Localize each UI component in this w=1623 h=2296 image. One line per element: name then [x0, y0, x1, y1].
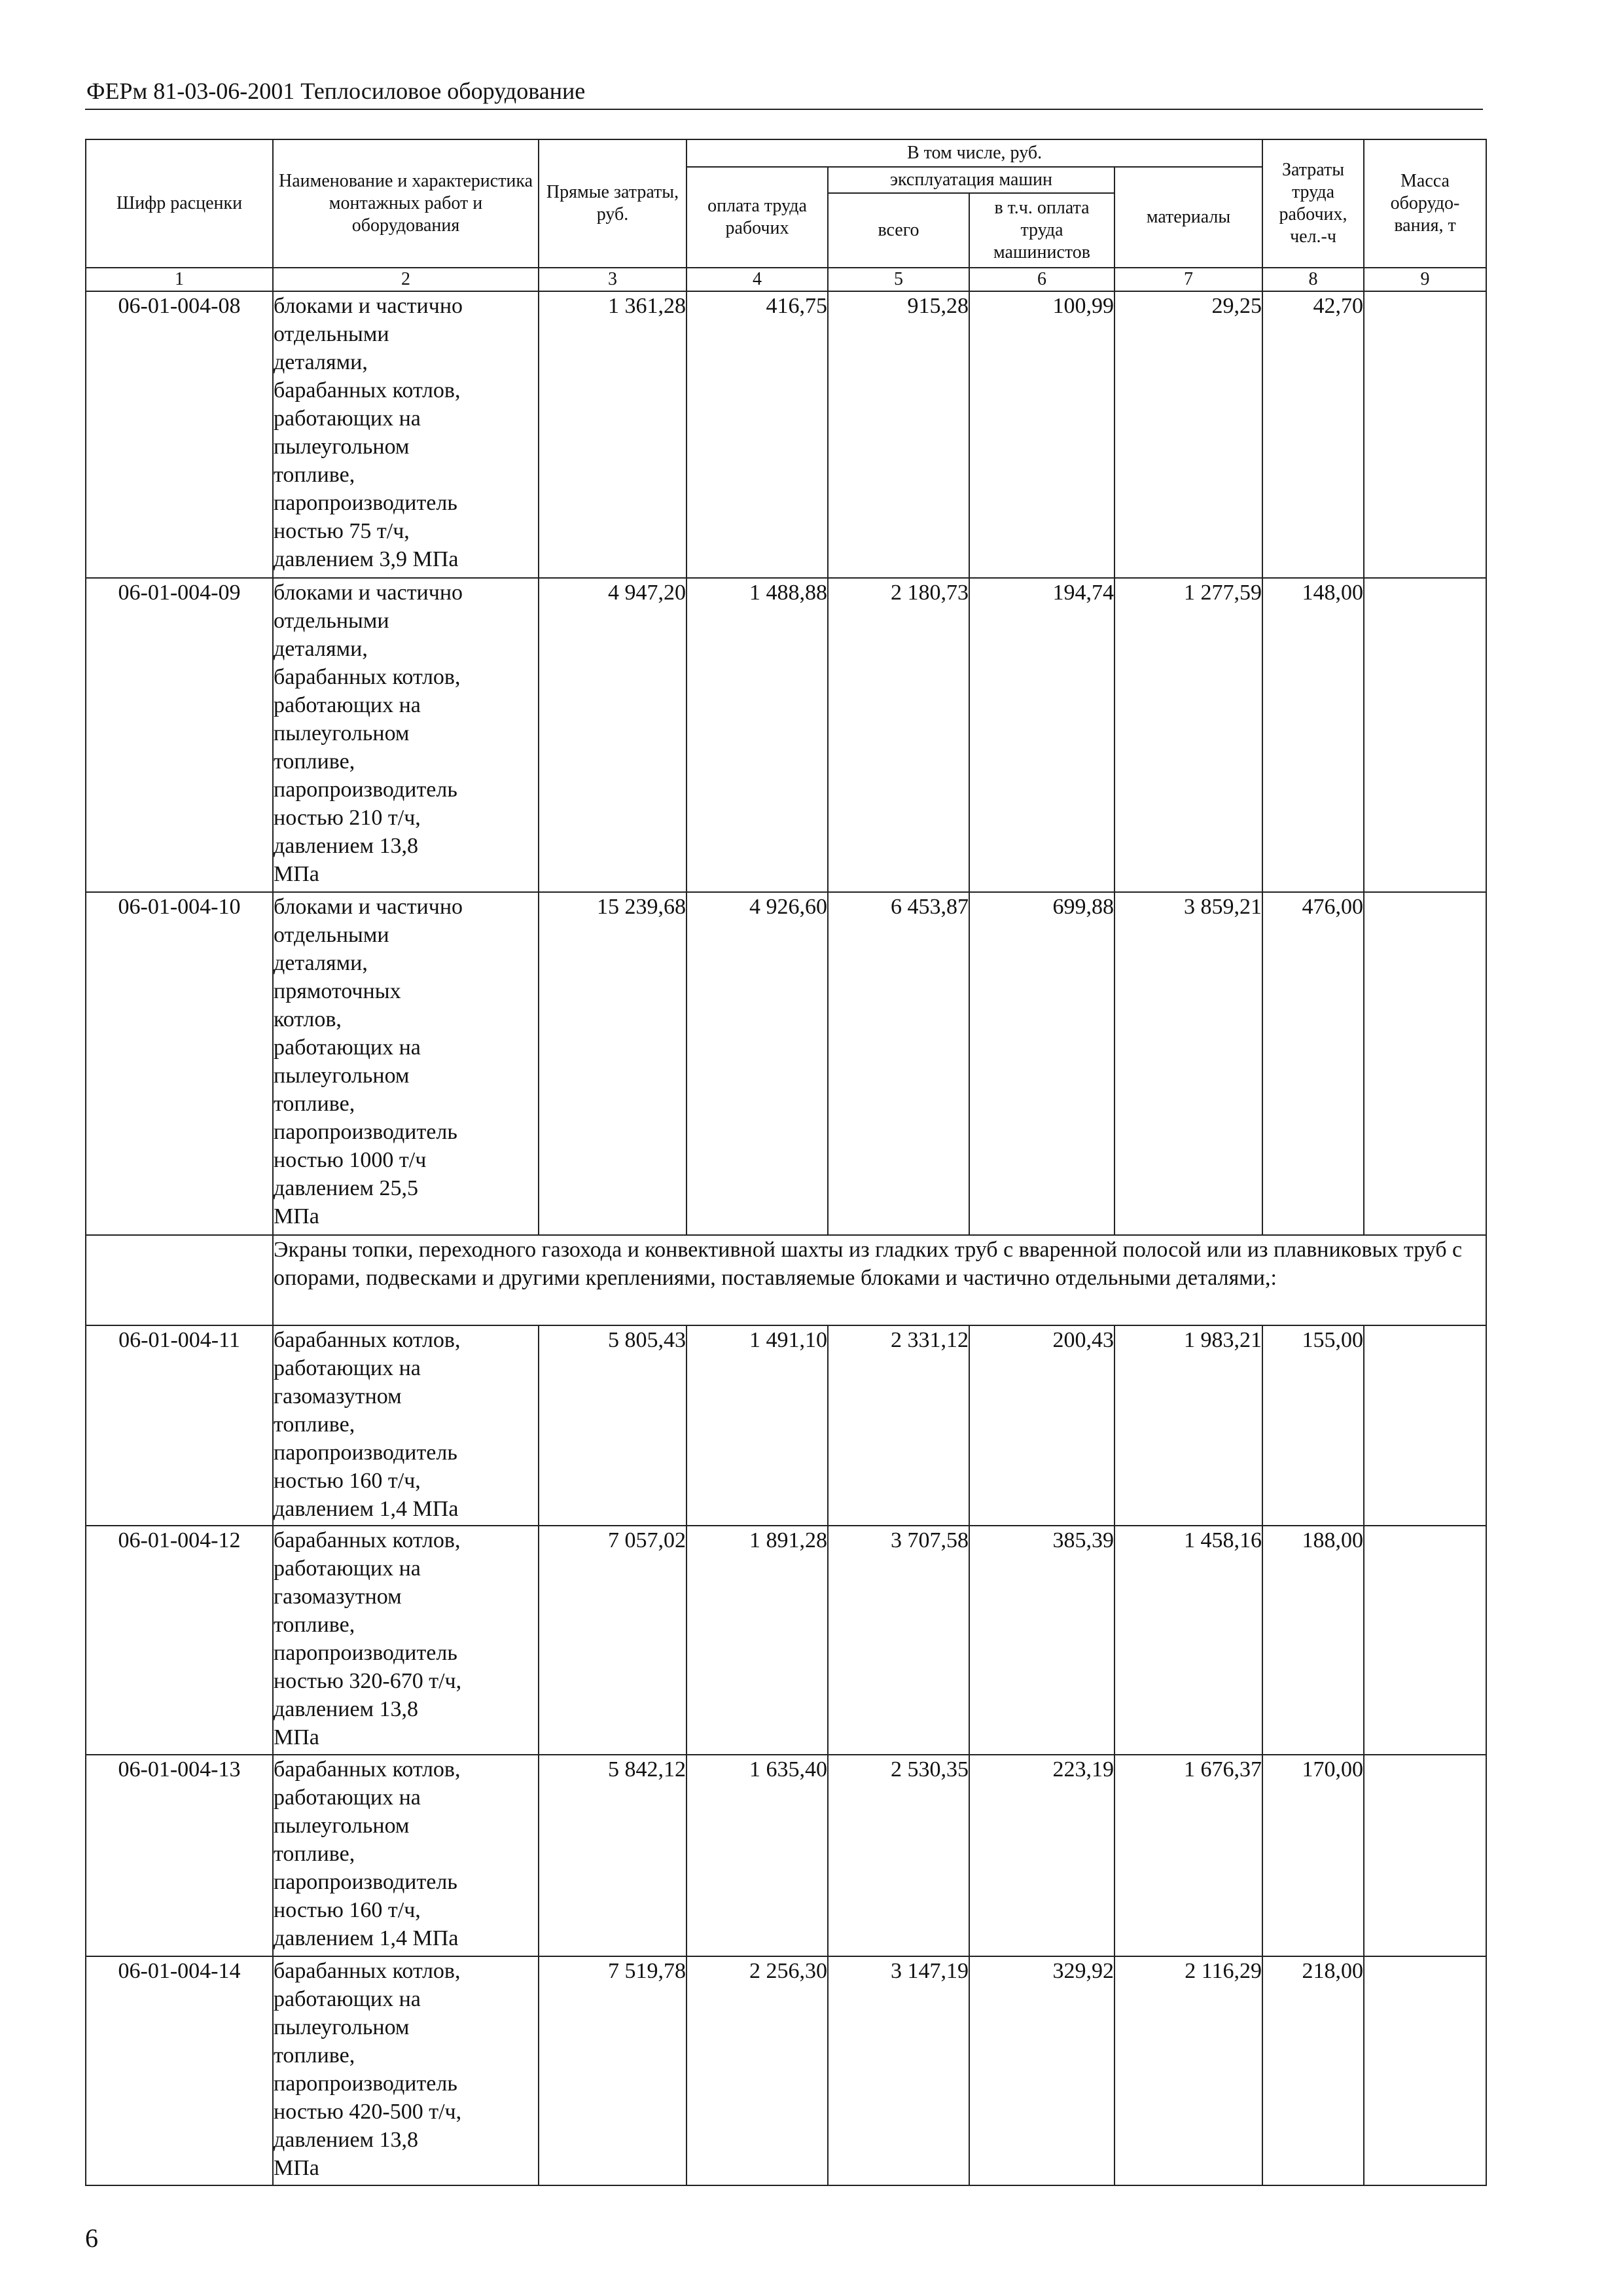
- equipment-mass-value: [1364, 1956, 1486, 2185]
- description-line: паропроизводитель: [274, 491, 457, 515]
- description-line: прямоточных: [274, 979, 401, 1003]
- description-line: работающих на: [274, 1556, 421, 1581]
- work-description: [273, 892, 539, 1235]
- description-line: паропроизводитель: [274, 778, 457, 802]
- header-name: Наименование и характеристика монтажных работ и оборудования: [273, 139, 539, 268]
- materials-value: 2 116,29: [1115, 1956, 1262, 2185]
- rate-code: 06-01-004-09: [86, 578, 273, 892]
- column-number: 5: [828, 268, 969, 291]
- materials-value: 29,25: [1115, 291, 1262, 578]
- description-line: паропроизводитель: [274, 1870, 457, 1894]
- description-line: давлением 13,8: [274, 834, 419, 858]
- description-line: ностью 420-500 т/ч,: [274, 2100, 462, 2124]
- header-operator-pay: в т.ч. оплата труда машинистов: [969, 193, 1115, 268]
- description-line: МПа: [274, 1204, 319, 1229]
- description-line: газомазутном: [274, 1585, 402, 1609]
- column-numbers-row: [86, 268, 1486, 291]
- description-line: топливе,: [274, 2043, 355, 2068]
- description-line: давлением 3,9 МПа: [274, 547, 459, 571]
- machine-total-value: 2 530,35: [828, 1755, 969, 1956]
- machine-total-value: 3 147,19: [828, 1956, 969, 2185]
- group-heading: Экраны топки, переходного газохода и конвективной шахты из гладких труб с вваренной полосой или из плавниковых труб с опорами, подвесками и другими креплениями, поставляемые блоками и частично отдельными деталями,:: [273, 1235, 1486, 1325]
- description-line: отдельными: [274, 322, 389, 346]
- table-row: [86, 578, 1486, 892]
- worker-pay-value: 4 926,60: [687, 892, 828, 1235]
- description-line: давлением 1,4 МПа: [274, 1497, 459, 1521]
- description-line: газомазутном: [274, 1384, 402, 1408]
- column-number: 2: [273, 268, 539, 291]
- direct-costs-value: 7 519,78: [539, 1956, 687, 2185]
- worker-pay-value: 1 635,40: [687, 1755, 828, 1956]
- description-line: котлов,: [274, 1007, 342, 1031]
- labor-hours-value: 476,00: [1262, 892, 1364, 1235]
- header-equipment-mass: Масса оборудо-вания, т: [1364, 139, 1486, 268]
- materials-value: 1 277,59: [1115, 578, 1262, 892]
- materials-value: 1 983,21: [1115, 1325, 1262, 1526]
- equipment-mass-value: [1364, 578, 1486, 892]
- description-line: работающих на: [274, 406, 421, 431]
- table-row: [86, 1526, 1486, 1755]
- description-line: МПа: [274, 862, 319, 886]
- machine-total-value: 6 453,87: [828, 892, 969, 1235]
- description-line: деталями,: [274, 951, 368, 975]
- labor-hours-value: 218,00: [1262, 1956, 1364, 2185]
- description-line: блоками и частично: [274, 581, 463, 605]
- header-direct-costs: Прямые затраты, руб.: [539, 139, 687, 268]
- description-line: ностью 1000 т/ч: [274, 1148, 427, 1172]
- table-row: [86, 1956, 1486, 2185]
- rate-code: 06-01-004-11: [86, 1325, 273, 1526]
- operator-pay-value: 223,19: [969, 1755, 1115, 1956]
- equipment-mass-value: [1364, 1325, 1486, 1526]
- description-line: барабанных котлов,: [274, 665, 461, 689]
- machine-total-value: 915,28: [828, 291, 969, 578]
- description-line: блоками и частично: [274, 895, 463, 919]
- description-line: топливе,: [274, 1092, 355, 1116]
- description-line: паропроизводитель: [274, 1641, 457, 1665]
- direct-costs-value: 15 239,68: [539, 892, 687, 1235]
- machine-total-value: 2 180,73: [828, 578, 969, 892]
- direct-costs-value: 4 947,20: [539, 578, 687, 892]
- description-line: работающих на: [274, 693, 421, 717]
- column-number: 1: [86, 268, 273, 291]
- description-line: давлением 13,8: [274, 1697, 419, 1721]
- description-line: топливе,: [274, 1613, 355, 1637]
- description-line: работающих на: [274, 1356, 421, 1380]
- description-line: барабанных котлов,: [274, 1959, 461, 1983]
- worker-pay-value: 1 891,28: [687, 1526, 828, 1755]
- operator-pay-value: 200,43: [969, 1325, 1115, 1526]
- direct-costs-value: 5 842,12: [539, 1755, 687, 1956]
- description-line: топливе,: [274, 749, 355, 774]
- machine-total-value: 2 331,12: [828, 1325, 969, 1526]
- materials-value: 3 859,21: [1115, 892, 1262, 1235]
- labor-hours-value: 148,00: [1262, 578, 1364, 892]
- operator-pay-value: 385,39: [969, 1526, 1115, 1755]
- direct-costs-value: 5 805,43: [539, 1325, 687, 1526]
- header-worker-pay: оплата труда рабочих: [687, 167, 828, 268]
- description-line: паропроизводитель: [274, 1441, 457, 1465]
- description-line: ностью 160 т/ч,: [274, 1898, 421, 1922]
- work-description: [273, 1755, 539, 1956]
- operator-pay-value: 100,99: [969, 291, 1115, 578]
- rate-code: 06-01-004-12: [86, 1526, 273, 1755]
- header-machine-operation: эксплуатация машин: [828, 167, 1115, 193]
- table-row: [86, 892, 1486, 1235]
- labor-hours-value: 155,00: [1262, 1325, 1364, 1526]
- description-line: барабанных котлов,: [274, 378, 461, 403]
- worker-pay-value: 416,75: [687, 291, 828, 578]
- description-line: паропроизводитель: [274, 2072, 457, 2096]
- equipment-mass-value: [1364, 892, 1486, 1235]
- work-description: [273, 578, 539, 892]
- column-number: 9: [1364, 268, 1486, 291]
- description-line: давлением 13,8: [274, 2128, 419, 2152]
- description-line: работающих на: [274, 1035, 421, 1060]
- description-line: топливе,: [274, 1842, 355, 1866]
- equipment-mass-value: [1364, 1755, 1486, 1956]
- description-line: МПа: [274, 2156, 319, 2180]
- worker-pay-value: 2 256,30: [687, 1956, 828, 2185]
- header-materials: материалы: [1115, 167, 1262, 268]
- description-line: пылеугольном: [274, 2015, 410, 2039]
- rate-code: 06-01-004-13: [86, 1755, 273, 1956]
- description-line: МПа: [274, 1725, 319, 1749]
- labor-hours-value: 42,70: [1262, 291, 1364, 578]
- rate-code: 06-01-004-08: [86, 291, 273, 578]
- materials-value: 1 676,37: [1115, 1755, 1262, 1956]
- header-code: Шифр расценки: [86, 139, 273, 268]
- direct-costs-value: 1 361,28: [539, 291, 687, 578]
- worker-pay-value: 1 488,88: [687, 578, 828, 892]
- description-line: работающих на: [274, 1987, 421, 2011]
- table-row: [86, 291, 1486, 578]
- column-number: 6: [969, 268, 1115, 291]
- description-line: паропроизводитель: [274, 1120, 457, 1144]
- rate-code: 06-01-004-14: [86, 1956, 273, 2185]
- description-line: давлением 25,5: [274, 1176, 419, 1200]
- equipment-mass-value: [1364, 291, 1486, 578]
- description-line: пылеугольном: [274, 1814, 410, 1838]
- column-number: 4: [687, 268, 828, 291]
- description-line: топливе,: [274, 463, 355, 487]
- description-line: ностью 160 т/ч,: [274, 1469, 421, 1493]
- description-line: пылеугольном: [274, 721, 410, 745]
- column-number: 8: [1262, 268, 1364, 291]
- labor-hours-value: 188,00: [1262, 1526, 1364, 1755]
- description-line: деталями,: [274, 350, 368, 374]
- header-including: В том числе, руб.: [687, 139, 1262, 167]
- column-number: 3: [539, 268, 687, 291]
- header-labor-costs: Затраты труда рабочих, чел.-ч: [1262, 139, 1364, 268]
- description-line: ностью 320-670 т/ч,: [274, 1669, 462, 1693]
- header-rule: [85, 109, 1483, 110]
- description-line: барабанных котлов,: [274, 1528, 461, 1552]
- description-line: давлением 1,4 МПа: [274, 1926, 459, 1950]
- operator-pay-value: 329,92: [969, 1956, 1115, 2185]
- work-description: [273, 1956, 539, 2185]
- description-line: ностью 75 т/ч,: [274, 519, 410, 543]
- operator-pay-value: 194,74: [969, 578, 1115, 892]
- equipment-mass-value: [1364, 1526, 1486, 1755]
- work-description: [273, 291, 539, 578]
- table-row: [86, 1755, 1486, 1956]
- worker-pay-value: 1 491,10: [687, 1325, 828, 1526]
- machine-total-value: 3 707,58: [828, 1526, 969, 1755]
- description-line: барабанных котлов,: [274, 1328, 461, 1352]
- description-line: топливе,: [274, 1412, 355, 1437]
- description-line: барабанных котлов,: [274, 1757, 461, 1782]
- description-line: пылеугольном: [274, 435, 410, 459]
- description-line: блоками и частично: [274, 294, 463, 318]
- page-number: 6: [85, 2223, 98, 2253]
- labor-hours-value: 170,00: [1262, 1755, 1364, 1956]
- rates-table: [85, 139, 1487, 2186]
- rate-code: 06-01-004-10: [86, 892, 273, 1235]
- page-header: ФЕРм 81-03-06-2001 Теплосиловое оборудование: [86, 78, 586, 104]
- group-heading-row: [86, 1235, 1486, 1325]
- direct-costs-value: 7 057,02: [539, 1526, 687, 1755]
- description-line: ностью 210 т/ч,: [274, 806, 421, 830]
- table-row: [86, 1325, 1486, 1526]
- description-line: работающих на: [274, 1785, 421, 1810]
- description-line: отдельными: [274, 923, 389, 947]
- group-heading-code-cell: [86, 1235, 273, 1325]
- header-machine-total: всего: [828, 193, 969, 268]
- description-line: деталями,: [274, 637, 368, 661]
- operator-pay-value: 699,88: [969, 892, 1115, 1235]
- work-description: [273, 1526, 539, 1755]
- work-description: [273, 1325, 539, 1526]
- column-number: 7: [1115, 268, 1262, 291]
- description-line: пылеугольном: [274, 1064, 410, 1088]
- description-line: отдельными: [274, 609, 389, 633]
- materials-value: 1 458,16: [1115, 1526, 1262, 1755]
